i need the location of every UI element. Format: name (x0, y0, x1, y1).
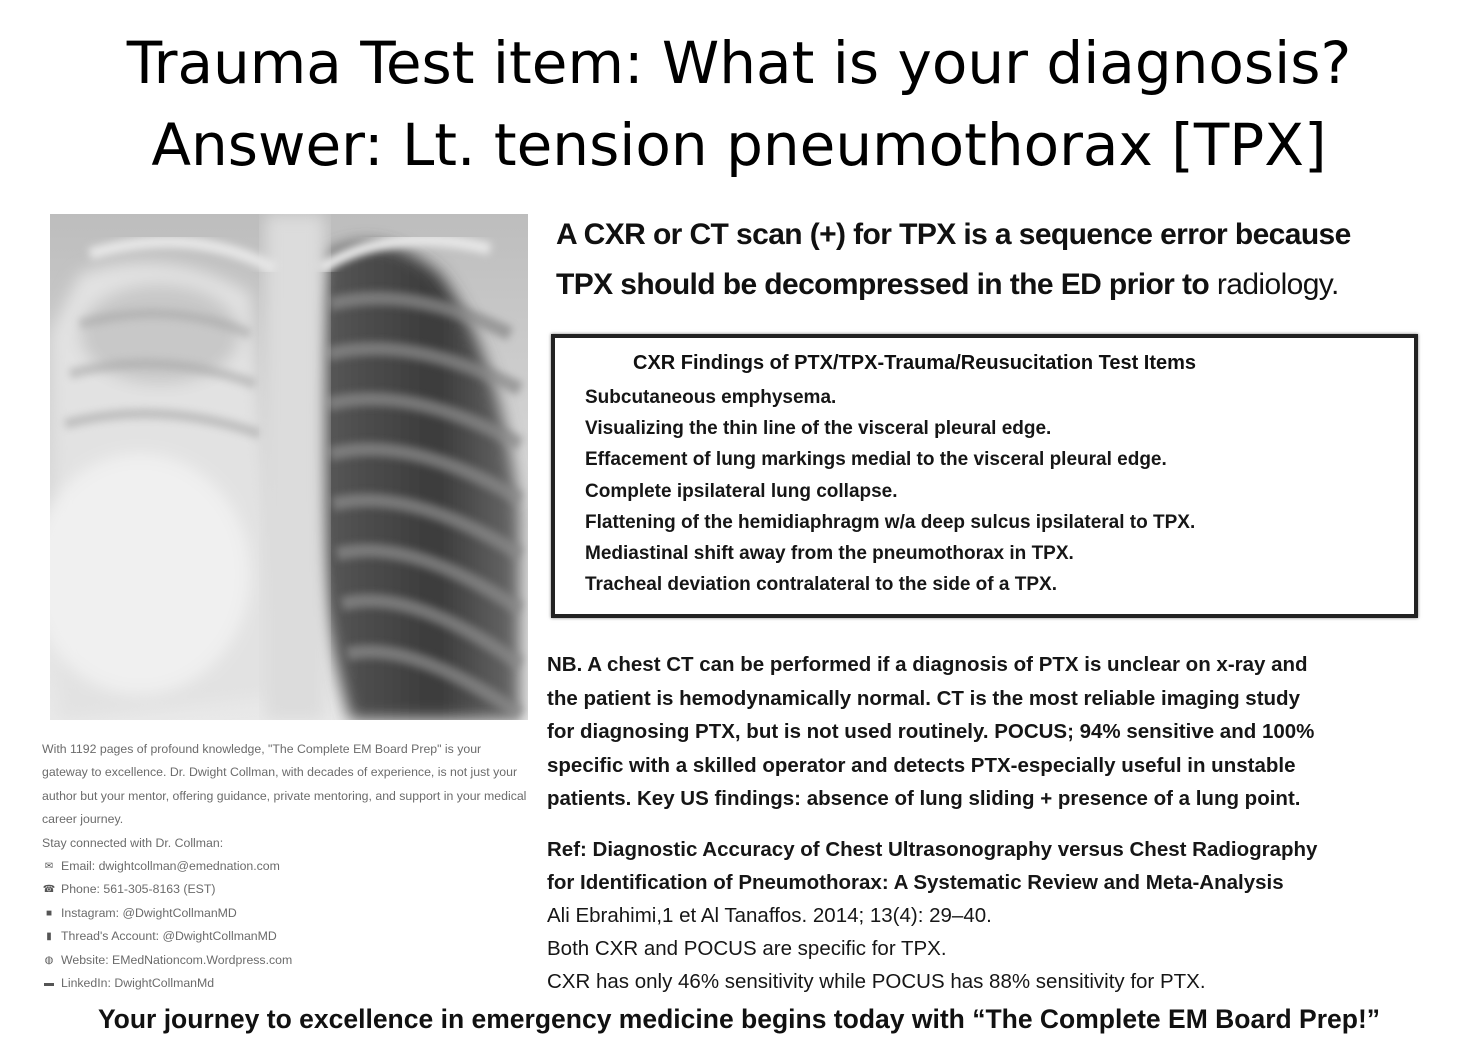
stay-connected-label: Stay connected with Dr. Collman: (42, 835, 224, 850)
nb-line: specific with a skilled operator and detects PTX-especially useful in unstable (547, 753, 1296, 777)
finding-item: Subcutaneous emphysema. (585, 387, 837, 408)
finding-item: Visualizing the thin line of the visceral pleural edge. (585, 418, 1052, 440)
globe-icon: ◍ (44, 954, 54, 966)
reference-section (547, 833, 1447, 998)
ref-note-specificity: Both CXR and POCUS are specific for TPX. (547, 937, 947, 960)
nb-line: patients. Key US findings: absence of lung sliding + presence of a lung point. (547, 787, 1301, 811)
camera-icon: ■ (45, 907, 53, 919)
contact-threads[interactable] (42, 925, 528, 948)
email-icon: ✉ (44, 861, 54, 873)
finding-item: Tracheal deviation contralateral to the side of a TPX. (585, 574, 1057, 596)
briefcase-icon: ▬ (44, 978, 54, 990)
ref-title-line-1: Ref: Diagnostic Accuracy of Chest Ultrasonography versus Chest Radiography (547, 838, 1318, 861)
ref-note-sensitivity: CXR has only 46% sensitivity while POCUS has 88% sensitivity for PTX. (547, 970, 1206, 993)
contact-instagram-text: Instagram: @DwightCollmanMD (61, 905, 237, 920)
contact-linkedin-text: LinkedIn: DwightCollmanMd (61, 976, 215, 991)
footer-tagline: Your journey to excellence in emergency medicine begins today with “The Complete EM Board Prep!” (97, 1004, 1381, 1034)
contact-email-text: Email: dwightcollman@emednation.com (61, 859, 280, 874)
lead-line-2-normal: radiology. (1216, 268, 1339, 301)
cxr-findings-box (551, 334, 1418, 618)
lead-line-2-bold: TPX should be decompressed in the ED prior to (556, 268, 1210, 301)
finding-item: Flattening of the hemidiaphragm w/a deep sulcus ipsilateral to TPX. (585, 511, 1196, 533)
ref-citation: Ali Ebrahimi,1 et Al Tanaffos. 2014; 13(4): 29–40. (547, 904, 992, 927)
finding-item: Complete ipsilateral lung collapse. (585, 480, 898, 502)
contact-website[interactable] (42, 949, 528, 972)
contact-email[interactable] (42, 855, 528, 878)
findings-list (585, 382, 1195, 600)
lead-line-2 (556, 260, 1456, 310)
contact-phone-text: Phone: 561-305-8163 (EST) (61, 882, 216, 897)
promo-paragraph: With 1192 pages of profound knowledge, "The Complete EM Board Prep" is your gateway to excellence. Dr. Dwight Collman, with decades of experience, is not just your author but your mentor, offering guidance, private mentoring, and support in your medical career journey. (42, 742, 527, 827)
findings-heading: CXR Findings of PTX/TPX-Trauma/Reusucitation Test Items (633, 352, 1197, 374)
book-promo-text (42, 738, 528, 995)
ref-title-line-2: for Identification of Pneumothorax: A Systematic Review and Meta-Analysis (547, 871, 1284, 894)
sequence-error-statement (556, 210, 1456, 310)
title-answer: Answer: Lt. tension pneumothorax [TPX] (151, 111, 1327, 179)
nb-line: NB. A chest CT can be performed if a diagnosis of PTX is unclear on x-ray and (547, 653, 1308, 676)
mobile-phone-icon: ▮ (46, 931, 52, 943)
finding-item: Effacement of lung markings medial to the visceral pleural edge. (585, 449, 1167, 471)
contact-instagram[interactable] (42, 902, 528, 925)
nb-line: for diagnosing PTX, but is not used routinely. POCUS; 94% sensitive and 100% (547, 720, 1315, 744)
chest-xray-image (50, 214, 528, 720)
title-question: Trauma Test item: What is your diagnosis? (126, 29, 1352, 97)
contact-phone[interactable] (42, 878, 528, 901)
nb-line: the patient is hemodynamically normal. CT is the most reliable imaging study (547, 686, 1300, 710)
lead-line-1: A CXR or CT scan (+) for TPX is a sequence error because (556, 218, 1351, 251)
finding-item: Mediastinal shift away from the pneumothorax in TPX. (585, 543, 1074, 565)
nota-bene-paragraph (547, 648, 1447, 816)
phone-icon: ☎ (42, 884, 56, 896)
contact-linkedin[interactable] (42, 972, 528, 995)
contact-website-text: Website: EMedNationcom.Wordpress.com (61, 952, 293, 967)
contact-threads-text: Thread's Account: @DwightCollmanMD (61, 929, 277, 944)
